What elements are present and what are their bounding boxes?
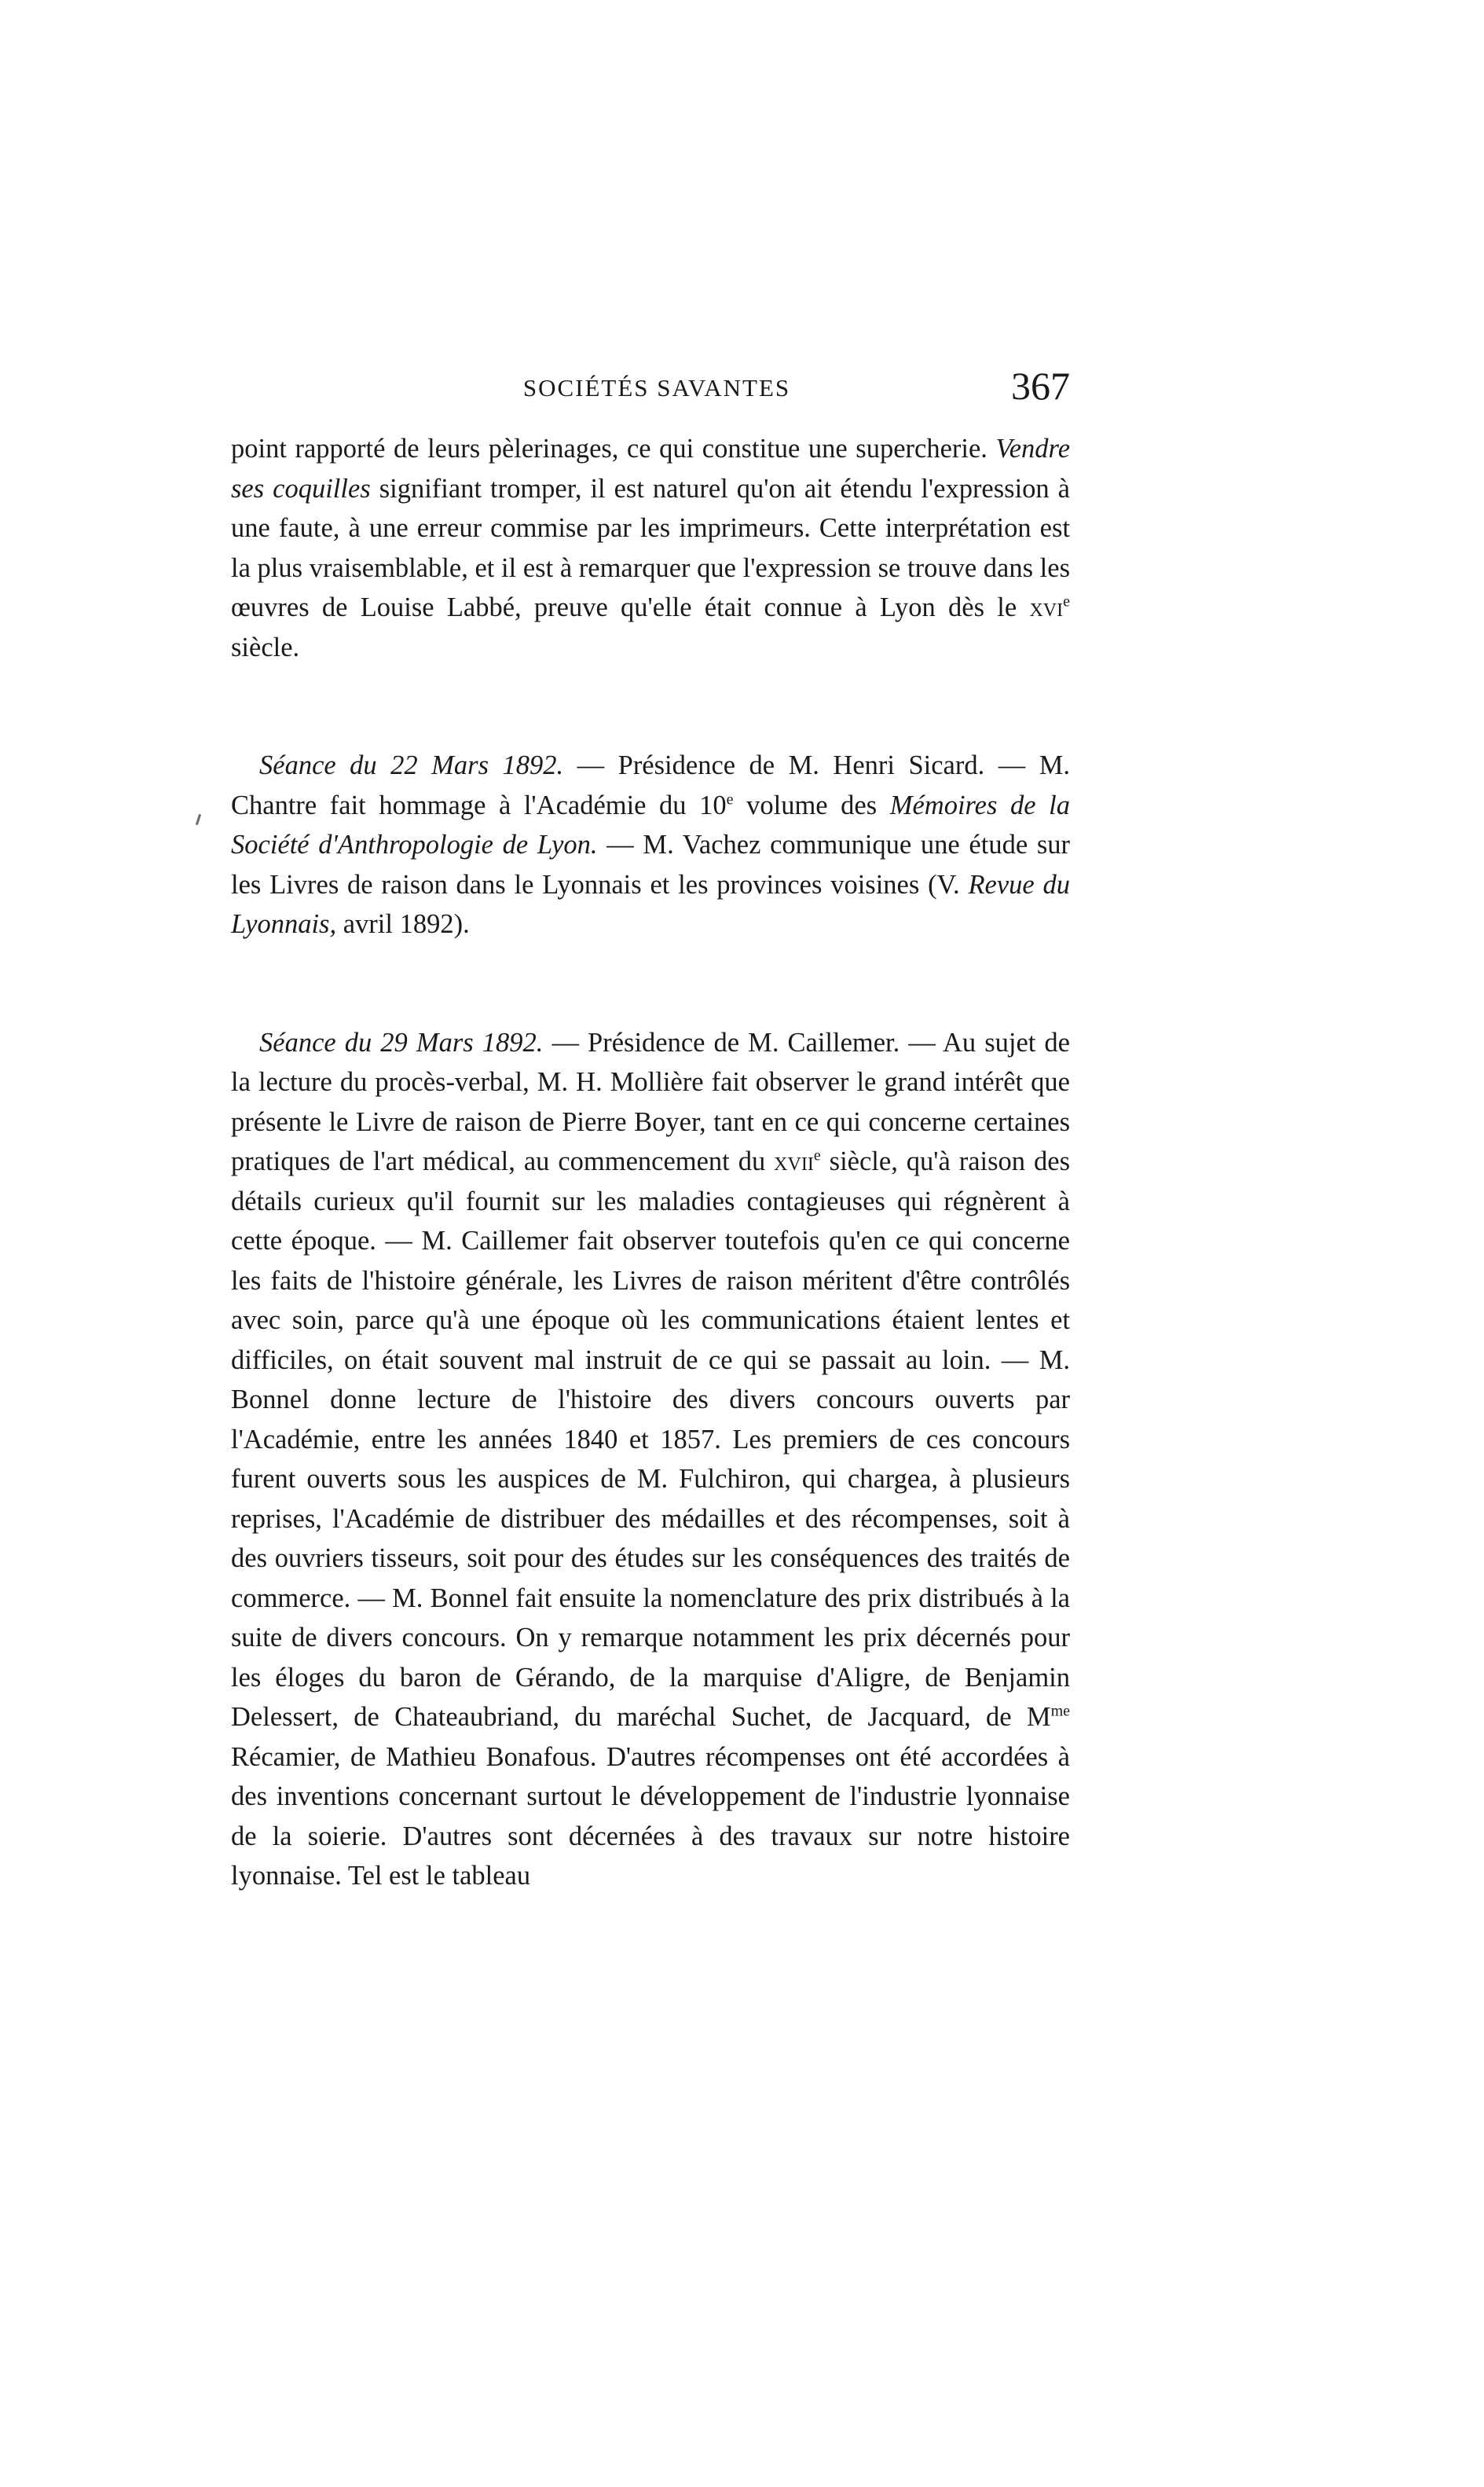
para2-text-1: — Présidence de M. Henri Sicard. — M. Chantre fait hommage à l'Académie du 10 xyxy=(231,750,1071,820)
paragraph-continuation xyxy=(231,429,1070,667)
para1-italic-term: Vendre ses coquilles xyxy=(231,434,1071,504)
para2-text-2: volume des xyxy=(733,790,890,820)
para3-text-2: siècle, qu'à raison des détails curieux qu'il fournit sur les maladies contagieuses qui régnèrent à cette époque. — M. Caillemer fait observer toutefois qu'en ce qui concerne les faits de l'histoire générale, les Livres de raison méritent d'être contrôlés avec soin, parce qu'à une époque où les communications étaient lentes et difficiles, on était souvent mal instruit de ce qui se passait au loin. — M. Bonnel donne lecture de l'histoire des divers concours ouverts par l'Académie, entre les années 1840 et 1857. Les premiers de ces concours furent ouverts sous les auspices de M. Fulchiron, qui chargea, à plusieurs reprises, l'Académie de distribuer des médailles et des récompenses, soit à des ouvriers tisseurs, soit pour des études sur les conséquences des traités de commerce. — M. Bonnel fait ensuite la nomenclature des prix distribués à la suite de divers concours. On y remarque notamment les prix décernés pour les éloges du baron de Gérando, de la marquise d'Aligre, de Benjamin Delessert, de Chateaubriand, du maréchal Suchet, de Jacquard, de M xyxy=(231,1146,1070,1732)
body-text xyxy=(231,429,1070,1896)
para1-end: siècle. xyxy=(231,632,300,662)
para1-century-sup: e xyxy=(1063,592,1070,611)
running-title: SOCIÉTÉS SAVANTES xyxy=(522,374,791,402)
para1-line1: point rapporté de leurs pèlerinages, ce qui constitue une supercherie. xyxy=(231,434,988,464)
seance-29-mars xyxy=(231,1023,1070,1896)
para2-text-4: avril 1892). xyxy=(336,909,470,939)
para2-sup: e xyxy=(726,790,734,808)
para3-text-1: — Présidence de M. Caillemer. — Au sujet de la lecture du procès-verbal, M. H. Mollière fait observer le grand intérêt que présente le Livre de raison de Pierre Boyer, tant en ce qui concerne certaines pratiques de l'art médical, au commencement du xyxy=(231,1027,1070,1176)
margin-mark xyxy=(196,814,201,825)
para1-century: xvi xyxy=(1029,592,1064,622)
para3-mme-sup: me xyxy=(1050,1702,1070,1720)
para3-century-sup: e xyxy=(813,1146,821,1165)
para1-text: signifiant tromper, il est naturel qu'on ait étendu l'expression à une faute, à une erreur commise par les imprimeurs. Cette interprétation est la plus vraisemblable, et il est à remarquer que l'expression se trouve dans les œuvres de Louise Labbé, preuve qu'elle était connue à Lyon dès le xyxy=(231,473,1070,622)
para3-text-3: Récamier, de Mathieu Bonafous. D'autres récompenses ont été accordées à des inventions concernant surtout le développement de l'industrie lyonnaise de la soierie. D'autres sont décernées à des travaux sur notre histoire lyonnaise. Tel est le tableau xyxy=(231,1741,1070,1891)
para3-century: xvii xyxy=(774,1146,814,1176)
para2-work-title: Mémoires de la Société d'Anthropologie de Lyon. xyxy=(231,790,1070,860)
running-head xyxy=(231,366,1070,415)
para2-journal-title: Revue du Lyonnais, xyxy=(231,869,1071,939)
para2-text-3: — M. Vachez communique une étude sur les Livres de raison dans le Lyonnais et les provinces voisines (V. xyxy=(231,830,1070,900)
seance-date: Séance du 29 Mars 1892. xyxy=(259,1027,544,1058)
section-gap xyxy=(231,945,1070,1023)
seance-date: Séance du 22 Mars 1892. xyxy=(259,750,564,780)
section-gap xyxy=(231,667,1070,746)
page-number: 367 xyxy=(1011,364,1070,408)
seance-22-mars xyxy=(231,746,1070,945)
